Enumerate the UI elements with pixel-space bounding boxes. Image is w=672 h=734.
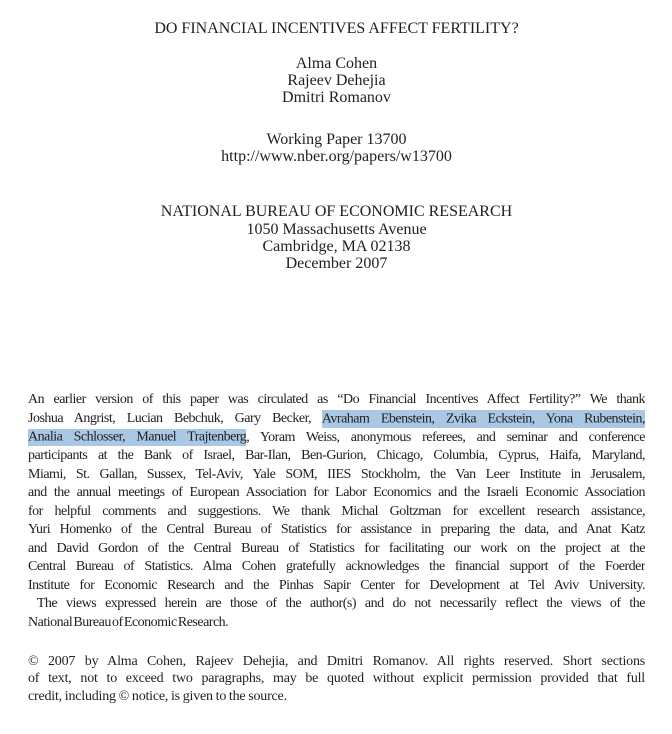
ack-line: Central Bureau of Statistics. Alma Cohen gratefully acknowledges the financial support of the Foerder — [28, 559, 645, 575]
copyright-line: credit, including © notice, is given to the source. — [28, 688, 287, 704]
working-paper-block — [28, 131, 645, 166]
ack-line: An earlier version of this paper was circulated as “Do Financial Incentives Affect Fertility?” We thank — [28, 392, 645, 408]
author-name: Dmitri Romanov — [282, 89, 391, 107]
ack-line: Yuri Homenko of the Central Bureau of Statistics for assistance in preparing the data, and Anat Katz — [28, 522, 645, 538]
paper-title: DO FINANCIAL INCENTIVES AFFECT FERTILITY? — [154, 20, 519, 37]
institution-block — [28, 203, 645, 272]
publication-date: December 2007 — [285, 255, 388, 273]
ack-line — [28, 410, 645, 429]
author-list — [28, 55, 645, 107]
ack-line: participants at the Bank of Israel, Bar-Ilan, Ben-Gurion, Chicago, Columbia, Cyprus, Haifa, Maryland, — [28, 448, 645, 464]
ack-line: National Bureau of Economic Research. — [28, 615, 229, 631]
ack-line: Miami, St. Gallan, Sussex, Tel-Aviv, Yale SOM, IIES Stockholm, the Van Leer Institute in Jerusalem, — [28, 466, 645, 482]
institution-address-city: Cambridge, MA 02138 — [262, 237, 411, 255]
ack-line: and David Gordon of the Central Bureau of Statistics for facilitating our work on the project at the — [28, 540, 645, 556]
selection-highlight: Avraham Ebenstein, Zvika Eckstein, Yona Rubenstein, — [321, 411, 645, 427]
working-paper-number: Working Paper 13700 — [266, 130, 407, 148]
author-name: Alma Cohen — [295, 54, 378, 72]
copyright-line: of text, not to exceed two paragraphs, may be quoted without explicit permission provided that full — [28, 671, 645, 687]
ack-line: Institute for Economic Research and the Pinhas Sapir Center for Development at Tel Aviv University. — [28, 577, 645, 593]
ack-line: and the annual meetings of European Association for Labor Economics and the Israeli Economic Association — [28, 485, 645, 501]
copyright-line: © 2007 by Alma Cohen, Rajeev Dehejia, and Dmitri Romanov. All rights reserved. Short sections — [28, 653, 645, 669]
ack-line: The views expressed herein are those of the author(s) and do not necessarily reflect the views of the — [28, 596, 645, 612]
institution-name: NATIONAL BUREAU OF ECONOMIC RESEARCH — [160, 203, 513, 221]
copyright-notice — [28, 653, 645, 706]
ack-text: Joshua Angrist, Lucian Bebchuk, Gary Becker, — [28, 411, 322, 427]
selection-highlight: Analia Schlosser, Manuel Trajtenberg — [28, 429, 247, 445]
ack-line — [28, 429, 645, 448]
paper-url[interactable]: http://www.nber.org/papers/w13700 — [221, 147, 452, 165]
author-name: Rajeev Dehejia — [287, 72, 386, 90]
ack-text: , Yoram Weiss, anonymous referees, and seminar and conference — [246, 429, 645, 445]
acknowledgments-paragraph — [28, 391, 645, 632]
ack-line: for helpful comments and suggestions. We thank Michal Goltzman for excellent research assistance, — [28, 503, 645, 519]
institution-address-street: 1050 Massachusetts Avenue — [246, 220, 427, 238]
